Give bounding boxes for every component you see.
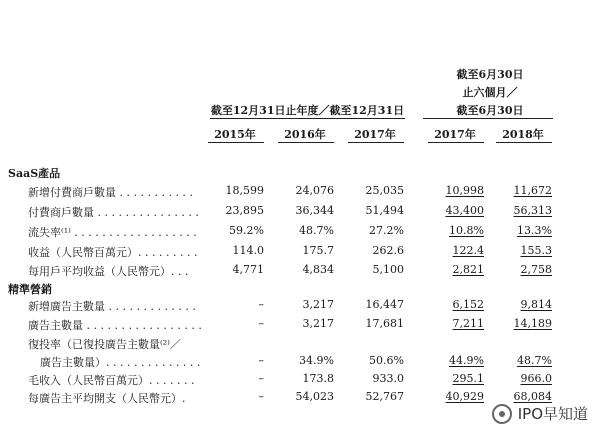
cell-2017: 933.0: [372, 372, 404, 385]
year-header-2017: 2017年: [354, 128, 396, 141]
cell-2017-interim: 6,152: [452, 298, 484, 311]
cell-2015: –: [258, 317, 264, 330]
cell-2015: –: [258, 390, 264, 403]
year-rule-2017-interim: [428, 142, 484, 143]
cell-2015: –: [258, 372, 264, 385]
cell-2015: 18,599: [225, 184, 264, 197]
cell-2017: 25,035: [365, 184, 404, 197]
interim-period-heading-3: 截至6月30日: [456, 104, 524, 117]
row-label: 流失率⁽¹⁾ . . . . . . . . . . . . . . . . . .: [28, 226, 197, 239]
annual-period-heading: 截至12月31日止年度／截至12月31日: [210, 104, 405, 117]
cell-2015: –: [258, 298, 264, 311]
table-row: [0, 317, 600, 333]
year-rule-2015: [208, 142, 264, 143]
cell-2017-interim: 43,400: [445, 204, 484, 217]
cell-2017: 5,100: [372, 263, 404, 276]
cell-2017: 27.2%: [369, 224, 404, 237]
cell-2017-interim: 10.8%: [449, 224, 484, 237]
cell-2017: 50.6%: [369, 354, 404, 367]
cell-2016: 173.8: [302, 372, 334, 385]
table-row: [0, 184, 600, 200]
header-rule-annual: [210, 118, 405, 119]
cell-2016: 24,076: [295, 184, 334, 197]
cell-2018-interim: 11,672: [513, 184, 552, 197]
year-header-2015: 2015年: [214, 128, 256, 141]
row-label: 新增廣告主數量 . . . . . . . . . . . . .: [28, 300, 196, 313]
table-row: [0, 263, 600, 279]
table-row: [0, 298, 600, 314]
cell-2016: 48.7%: [299, 224, 334, 237]
cell-2018-interim: 2,758: [520, 263, 552, 276]
row-label: 廣告主數量）. . . . . . . . . . . . . .: [40, 356, 201, 369]
cell-2015: 23,895: [225, 204, 264, 217]
cell-2015: –: [258, 354, 264, 367]
table-row: [0, 244, 600, 260]
cell-2017-interim: 2,821: [452, 263, 484, 276]
year-header-2017-interim: 2017年: [434, 128, 476, 141]
table-row: [0, 204, 600, 220]
cell-2016: 4,834: [302, 263, 334, 276]
interim-period-heading-2: 止六個月／: [462, 86, 518, 99]
cell-2017: 262.6: [372, 244, 404, 257]
header-rule-interim: [423, 118, 553, 119]
watermark: [492, 403, 588, 424]
cell-2016: 175.7: [302, 244, 334, 257]
row-label: 毛收入（人民幣百萬元）. . . . . . .: [28, 374, 195, 387]
cell-2017: 17,681: [365, 317, 404, 330]
interim-period-heading-1: 截至6月30日: [456, 68, 524, 81]
table-row: [0, 372, 600, 388]
cell-2017-interim: 44.9%: [449, 354, 484, 367]
table-row: [0, 354, 600, 370]
table-row: [0, 224, 600, 240]
cell-2016: 3,217: [302, 298, 334, 311]
cell-2017-interim: 10,998: [445, 184, 484, 197]
cell-2016: 54,023: [295, 390, 334, 403]
row-label: 收益（人民幣百萬元）. . . . . . . . .: [28, 246, 198, 259]
year-header-2018-interim: 2018年: [502, 128, 544, 141]
cell-2017-interim: 7,211: [452, 317, 484, 330]
cell-2017-interim: 295.1: [452, 372, 484, 385]
watermark-text: IPO早知道: [517, 405, 588, 423]
cell-2017: 16,447: [365, 298, 404, 311]
cell-2017-interim: 40,929: [445, 390, 484, 403]
cell-2018-interim: 48.7%: [517, 354, 552, 367]
cell-2017: 51,494: [365, 204, 404, 217]
cell-2018-interim: 966.0: [520, 372, 552, 385]
cell-2018-interim: 14,189: [513, 317, 552, 330]
cell-2015: 114.0: [232, 244, 264, 257]
year-header-2016: 2016年: [284, 128, 326, 141]
cell-2016: 34.9%: [299, 354, 334, 367]
row-label: 付費商戶數量 . . . . . . . . . . . . . . .: [28, 206, 199, 219]
year-rule-2018-interim: [496, 142, 552, 143]
wechat-logo-icon: [492, 404, 512, 424]
cell-2018-interim: 155.3: [520, 244, 552, 257]
cell-2017: 52,767: [365, 390, 404, 403]
section-title-precision-marketing: 精準營銷: [8, 283, 52, 296]
year-rule-2016: [278, 142, 334, 143]
cell-2018-interim: 9,814: [520, 298, 552, 311]
cell-2016: 36,344: [295, 204, 334, 217]
cell-2016: 3,217: [302, 317, 334, 330]
row-label: 每用戶平均收益（人民幣元）. . .: [28, 265, 189, 278]
cell-2015: 4,771: [232, 263, 264, 276]
section-title-saas: SaaS產品: [8, 167, 61, 180]
table-row: [0, 336, 600, 352]
cell-2017-interim: 122.4: [452, 244, 484, 257]
cell-2018-interim: 56,313: [513, 204, 552, 217]
cell-2015: 59.2%: [229, 224, 264, 237]
row-label: 廣告主數量 . . . . . . . . . . . . . . . . .: [28, 319, 202, 332]
cell-2018-interim: 13.3%: [517, 224, 552, 237]
year-rule-2017: [348, 142, 404, 143]
row-label: 新增付費商戶數量 . . . . . . . . . . .: [28, 186, 193, 199]
row-label: 每廣告主平均開支（人民幣元）.: [28, 392, 186, 405]
cell-2018-interim: 68,084: [513, 390, 552, 403]
row-label: 復投率（已復投廣告主數量⁽²⁾／: [28, 338, 181, 351]
